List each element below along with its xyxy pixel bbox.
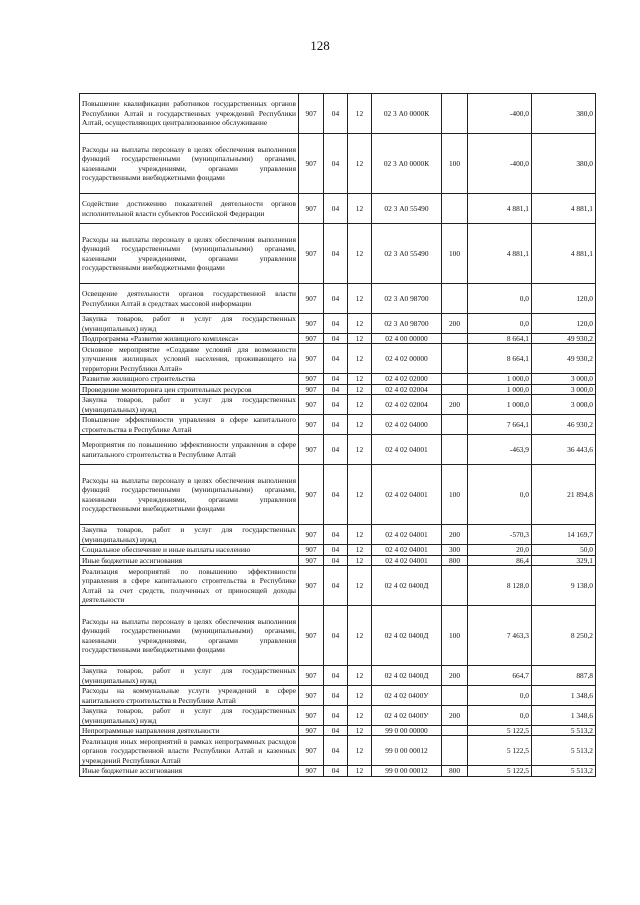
ministry-code: 907 bbox=[299, 555, 324, 565]
row-description: Основное мероприятие «Создание условий для возможности улучшения жилищных условий населения, проживающего на территории Республики Алтай» bbox=[80, 344, 299, 374]
ministry-code: 907 bbox=[299, 525, 324, 545]
expense-type-code: 800 bbox=[442, 555, 468, 565]
amount-change: 5 122,5 bbox=[468, 736, 532, 766]
subsection-code: 12 bbox=[348, 314, 372, 334]
table-row bbox=[80, 706, 596, 726]
target-article-code: 02 4 02 04001 bbox=[372, 555, 442, 565]
table-row bbox=[80, 384, 596, 394]
expense-type-code bbox=[442, 94, 468, 134]
subsection-code: 12 bbox=[348, 134, 372, 194]
ministry-code: 907 bbox=[299, 334, 324, 344]
amount-change: 7 463,3 bbox=[468, 606, 532, 666]
amount-total: 1 348,6 bbox=[532, 686, 596, 706]
section-code: 04 bbox=[324, 555, 348, 565]
section-code: 04 bbox=[324, 766, 348, 776]
amount-change: 0,0 bbox=[468, 465, 532, 525]
amount-total: 3 000,0 bbox=[532, 384, 596, 394]
expense-type-code bbox=[442, 344, 468, 374]
target-article-code: 02 3 А0 0000К bbox=[372, 94, 442, 134]
amount-total: 380,0 bbox=[532, 134, 596, 194]
table-row bbox=[80, 194, 596, 224]
section-code: 04 bbox=[324, 314, 348, 334]
section-code: 04 bbox=[324, 726, 348, 736]
ministry-code: 907 bbox=[299, 134, 324, 194]
target-article-code: 02 4 00 00000 bbox=[372, 334, 442, 344]
target-article-code: 02 4 02 04001 bbox=[372, 435, 442, 465]
row-description: Расходы на коммунальные услуги учреждений в сфере капитального строительства в Республике Алтай bbox=[80, 686, 299, 706]
section-code: 04 bbox=[324, 374, 348, 384]
subsection-code: 12 bbox=[348, 706, 372, 726]
table-row bbox=[80, 686, 596, 706]
amount-change: 0,0 bbox=[468, 314, 532, 334]
amount-total: 5 513,2 bbox=[532, 726, 596, 736]
target-article-code: 02 4 02 04001 bbox=[372, 545, 442, 555]
amount-total: 8 250,2 bbox=[532, 606, 596, 666]
ministry-code: 907 bbox=[299, 606, 324, 666]
expense-type-code: 200 bbox=[442, 525, 468, 545]
subsection-code: 12 bbox=[348, 545, 372, 555]
subsection-code: 12 bbox=[348, 686, 372, 706]
subsection-code: 12 bbox=[348, 435, 372, 465]
amount-total: 9 138,0 bbox=[532, 566, 596, 606]
section-code: 04 bbox=[324, 384, 348, 394]
ministry-code: 907 bbox=[299, 686, 324, 706]
row-description: Повышение квалификации работников государственных органов Республики Алтай и государственных учреждений Республики Алтай, осуществляющих централизованное обслуживание bbox=[80, 94, 299, 134]
ministry-code: 907 bbox=[299, 465, 324, 525]
table-row bbox=[80, 435, 596, 465]
target-article-code: 02 3 А0 55490 bbox=[372, 224, 442, 284]
table-row bbox=[80, 395, 596, 415]
target-article-code: 02 4 02 04001 bbox=[372, 465, 442, 525]
section-code: 04 bbox=[324, 465, 348, 525]
row-description: Проведение мониторинга цен строительных ресурсов bbox=[80, 384, 299, 394]
row-description: Расходы на выплаты персоналу в целях обеспечения выполнения функций государственными (муниципальными) органами, казенными учреждениями, органами управления государственными внебюджетными фондами bbox=[80, 606, 299, 666]
target-article-code: 02 4 02 04000 bbox=[372, 415, 442, 435]
expense-type-code bbox=[442, 686, 468, 706]
expense-type-code: 800 bbox=[442, 766, 468, 776]
ministry-code: 907 bbox=[299, 415, 324, 435]
amount-change: 5 122,5 bbox=[468, 726, 532, 736]
table-row bbox=[80, 606, 596, 666]
target-article-code: 02 4 02 00000 bbox=[372, 344, 442, 374]
target-article-code: 02 3 А0 55490 bbox=[372, 194, 442, 224]
target-article-code: 02 3 А0 98700 bbox=[372, 284, 442, 314]
amount-total: 3 000,0 bbox=[532, 395, 596, 415]
ministry-code: 907 bbox=[299, 374, 324, 384]
expense-type-code: 100 bbox=[442, 224, 468, 284]
page-number: 128 bbox=[310, 38, 330, 53]
amount-total: 329,1 bbox=[532, 555, 596, 565]
section-code: 04 bbox=[324, 224, 348, 284]
amount-change: 8 664,1 bbox=[468, 344, 532, 374]
amount-change: 1 000,0 bbox=[468, 384, 532, 394]
row-description: Содействие достижению показателей деятельности органов исполнительной власти субъектов Российской Федерации bbox=[80, 194, 299, 224]
section-code: 04 bbox=[324, 666, 348, 686]
subsection-code: 12 bbox=[348, 224, 372, 284]
amount-total: 4 881,1 bbox=[532, 194, 596, 224]
section-code: 04 bbox=[324, 566, 348, 606]
section-code: 04 bbox=[324, 194, 348, 224]
expense-type-code: 200 bbox=[442, 314, 468, 334]
row-description: Непрограммные направления деятельности bbox=[80, 726, 299, 736]
row-description: Расходы на выплаты персоналу в целях обеспечения выполнения функций государственными (муниципальными) органами, казенными учреждениями, органами управления государственными внебюджетными фондами bbox=[80, 224, 299, 284]
target-article-code: 02 4 02 02004 bbox=[372, 384, 442, 394]
ministry-code: 907 bbox=[299, 736, 324, 766]
row-description: Освещение деятельности органов государственной власти Республики Алтай в средствах массовой информации bbox=[80, 284, 299, 314]
target-article-code: 02 4 02 02004 bbox=[372, 395, 442, 415]
table-row bbox=[80, 525, 596, 545]
table-row bbox=[80, 344, 596, 374]
table-row bbox=[80, 766, 596, 776]
row-description: Реализация мероприятий по повышению эффективности управления в сфере капитального строительства в Республике Алтай за счет средств, полученных от приносящей доходы деятельности bbox=[80, 566, 299, 606]
subsection-code: 12 bbox=[348, 465, 372, 525]
ministry-code: 907 bbox=[299, 344, 324, 374]
row-description: Подпрограмма «Развитие жилищного комплекса» bbox=[80, 334, 299, 344]
amount-change: 1 000,0 bbox=[468, 395, 532, 415]
amount-change: 5 122,5 bbox=[468, 766, 532, 776]
table-row bbox=[80, 726, 596, 736]
target-article-code: 99 0 00 00012 bbox=[372, 736, 442, 766]
row-description: Реализация иных мероприятий в рамках непрограммных расходов органов государственной власти Республики Алтай и казенных учреждений Республики Алтай bbox=[80, 736, 299, 766]
expense-type-code bbox=[442, 334, 468, 344]
target-article-code: 02 3 А0 98700 bbox=[372, 314, 442, 334]
row-description: Расходы на выплаты персоналу в целях обеспечения выполнения функций государственными (муниципальными) органами, казенными учреждениями, органами управления государственными внебюджетными фондами bbox=[80, 134, 299, 194]
ministry-code: 907 bbox=[299, 395, 324, 415]
table-row bbox=[80, 374, 596, 384]
row-description: Закупка товаров, работ и услуг для государственных (муниципальных) нужд bbox=[80, 706, 299, 726]
amount-change: 4 881,1 bbox=[468, 224, 532, 284]
amount-total: 46 930,2 bbox=[532, 415, 596, 435]
ministry-code: 907 bbox=[299, 435, 324, 465]
subsection-code: 12 bbox=[348, 726, 372, 736]
table-row bbox=[80, 334, 596, 344]
expense-type-code bbox=[442, 726, 468, 736]
table-row bbox=[80, 134, 596, 194]
amount-total: 49 930,2 bbox=[532, 344, 596, 374]
section-code: 04 bbox=[324, 435, 348, 465]
subsection-code: 12 bbox=[348, 566, 372, 606]
table-row bbox=[80, 566, 596, 606]
amount-total: 5 513,2 bbox=[532, 736, 596, 766]
amount-change: -400,0 bbox=[468, 134, 532, 194]
section-code: 04 bbox=[324, 344, 348, 374]
section-code: 04 bbox=[324, 606, 348, 666]
amount-total: 380,0 bbox=[532, 94, 596, 134]
amount-change: 0,0 bbox=[468, 706, 532, 726]
subsection-code: 12 bbox=[348, 194, 372, 224]
row-description: Мероприятия по повышению эффективности управления в сфере капитального строительства в Республике Алтай bbox=[80, 435, 299, 465]
amount-change: 86,4 bbox=[468, 555, 532, 565]
section-code: 04 bbox=[324, 284, 348, 314]
section-code: 04 bbox=[324, 525, 348, 545]
table-row bbox=[80, 736, 596, 766]
section-code: 04 bbox=[324, 736, 348, 766]
subsection-code: 12 bbox=[348, 736, 372, 766]
table-row bbox=[80, 465, 596, 525]
section-code: 04 bbox=[324, 706, 348, 726]
row-description: Иные бюджетные ассигнования bbox=[80, 766, 299, 776]
amount-change: 0,0 bbox=[468, 284, 532, 314]
ministry-code: 907 bbox=[299, 706, 324, 726]
ministry-code: 907 bbox=[299, 726, 324, 736]
budget-table-body bbox=[80, 94, 596, 777]
target-article-code: 02 4 02 04001 bbox=[372, 525, 442, 545]
expense-type-code: 100 bbox=[442, 134, 468, 194]
amount-total: 887,8 bbox=[532, 666, 596, 686]
ministry-code: 907 bbox=[299, 566, 324, 606]
amount-change: 8 128,0 bbox=[468, 566, 532, 606]
amount-total: 4 881,1 bbox=[532, 224, 596, 284]
amount-change: 8 664,1 bbox=[468, 334, 532, 344]
expense-type-code bbox=[442, 415, 468, 435]
amount-change: 7 664,1 bbox=[468, 415, 532, 435]
row-description: Иные бюджетные ассигнования bbox=[80, 555, 299, 565]
row-description: Закупка товаров, работ и услуг для государственных (муниципальных) нужд bbox=[80, 395, 299, 415]
expense-type-code bbox=[442, 374, 468, 384]
amount-total: 36 443,6 bbox=[532, 435, 596, 465]
ministry-code: 907 bbox=[299, 194, 324, 224]
amount-total: 3 000,0 bbox=[532, 374, 596, 384]
ministry-code: 907 bbox=[299, 666, 324, 686]
expense-type-code bbox=[442, 284, 468, 314]
amount-total: 49 930,2 bbox=[532, 334, 596, 344]
table-row bbox=[80, 314, 596, 334]
amount-change: 0,0 bbox=[468, 686, 532, 706]
subsection-code: 12 bbox=[348, 94, 372, 134]
section-code: 04 bbox=[324, 395, 348, 415]
subsection-code: 12 bbox=[348, 525, 372, 545]
budget-table bbox=[79, 93, 596, 777]
ministry-code: 907 bbox=[299, 384, 324, 394]
section-code: 04 bbox=[324, 686, 348, 706]
amount-total: 21 894,8 bbox=[532, 465, 596, 525]
ministry-code: 907 bbox=[299, 284, 324, 314]
target-article-code: 02 4 02 0400Д bbox=[372, 566, 442, 606]
amount-total: 5 513,2 bbox=[532, 766, 596, 776]
amount-total: 1 348,6 bbox=[532, 706, 596, 726]
subsection-code: 12 bbox=[348, 555, 372, 565]
subsection-code: 12 bbox=[348, 415, 372, 435]
amount-total: 14 169,7 bbox=[532, 525, 596, 545]
target-article-code: 99 0 00 00000 bbox=[372, 726, 442, 736]
subsection-code: 12 bbox=[348, 344, 372, 374]
section-code: 04 bbox=[324, 415, 348, 435]
section-code: 04 bbox=[324, 334, 348, 344]
row-description: Закупка товаров, работ и услуг для государственных (муниципальных) нужд bbox=[80, 525, 299, 545]
table-row bbox=[80, 415, 596, 435]
ministry-code: 907 bbox=[299, 766, 324, 776]
amount-change: -400,0 bbox=[468, 94, 532, 134]
ministry-code: 907 bbox=[299, 314, 324, 334]
subsection-code: 12 bbox=[348, 334, 372, 344]
table-row bbox=[80, 224, 596, 284]
target-article-code: 02 4 02 02000 bbox=[372, 374, 442, 384]
amount-change: 20,0 bbox=[468, 545, 532, 555]
subsection-code: 12 bbox=[348, 666, 372, 686]
expense-type-code: 200 bbox=[442, 706, 468, 726]
table-row bbox=[80, 545, 596, 555]
subsection-code: 12 bbox=[348, 284, 372, 314]
amount-total: 50,0 bbox=[532, 545, 596, 555]
subsection-code: 12 bbox=[348, 766, 372, 776]
table-row bbox=[80, 555, 596, 565]
expense-type-code: 300 bbox=[442, 545, 468, 555]
target-article-code: 02 4 02 0400У bbox=[372, 686, 442, 706]
amount-change: 664,7 bbox=[468, 666, 532, 686]
amount-change: 4 881,1 bbox=[468, 194, 532, 224]
table-row bbox=[80, 284, 596, 314]
subsection-code: 12 bbox=[348, 606, 372, 666]
table-row bbox=[80, 666, 596, 686]
ministry-code: 907 bbox=[299, 545, 324, 555]
target-article-code: 02 3 А0 0000К bbox=[372, 134, 442, 194]
expense-type-code: 100 bbox=[442, 606, 468, 666]
expense-type-code bbox=[442, 194, 468, 224]
subsection-code: 12 bbox=[348, 384, 372, 394]
row-description: Повышение эффективности управления в сфере капитального строительства в Республике Алтай bbox=[80, 415, 299, 435]
ministry-code: 907 bbox=[299, 94, 324, 134]
ministry-code: 907 bbox=[299, 224, 324, 284]
target-article-code: 02 4 02 0400У bbox=[372, 706, 442, 726]
amount-change: -463,9 bbox=[468, 435, 532, 465]
row-description: Расходы на выплаты персоналу в целях обеспечения выполнения функций государственными (муниципальными) органами, казенными учреждениями, органами управления государственными внебюджетными фондами bbox=[80, 465, 299, 525]
expense-type-code: 100 bbox=[442, 465, 468, 525]
target-article-code: 02 4 02 0400Д bbox=[372, 606, 442, 666]
row-description: Развитие жилищного строительства bbox=[80, 374, 299, 384]
amount-total: 120,0 bbox=[532, 314, 596, 334]
amount-change: -570,3 bbox=[468, 525, 532, 545]
expense-type-code bbox=[442, 384, 468, 394]
target-article-code: 99 0 00 00012 bbox=[372, 766, 442, 776]
amount-total: 120,0 bbox=[532, 284, 596, 314]
row-description: Закупка товаров, работ и услуг для государственных (муниципальных) нужд bbox=[80, 314, 299, 334]
subsection-code: 12 bbox=[348, 374, 372, 384]
section-code: 04 bbox=[324, 545, 348, 555]
section-code: 04 bbox=[324, 94, 348, 134]
subsection-code: 12 bbox=[348, 395, 372, 415]
target-article-code: 02 4 02 0400Д bbox=[372, 666, 442, 686]
expense-type-code: 200 bbox=[442, 666, 468, 686]
table-row bbox=[80, 94, 596, 134]
row-description: Закупка товаров, работ и услуг для государственных (муниципальных) нужд bbox=[80, 666, 299, 686]
expense-type-code bbox=[442, 736, 468, 766]
row-description: Социальное обеспечение и иные выплаты населению bbox=[80, 545, 299, 555]
section-code: 04 bbox=[324, 134, 348, 194]
expense-type-code: 200 bbox=[442, 395, 468, 415]
amount-change: 1 000,0 bbox=[468, 374, 532, 384]
expense-type-code bbox=[442, 566, 468, 606]
expense-type-code bbox=[442, 435, 468, 465]
